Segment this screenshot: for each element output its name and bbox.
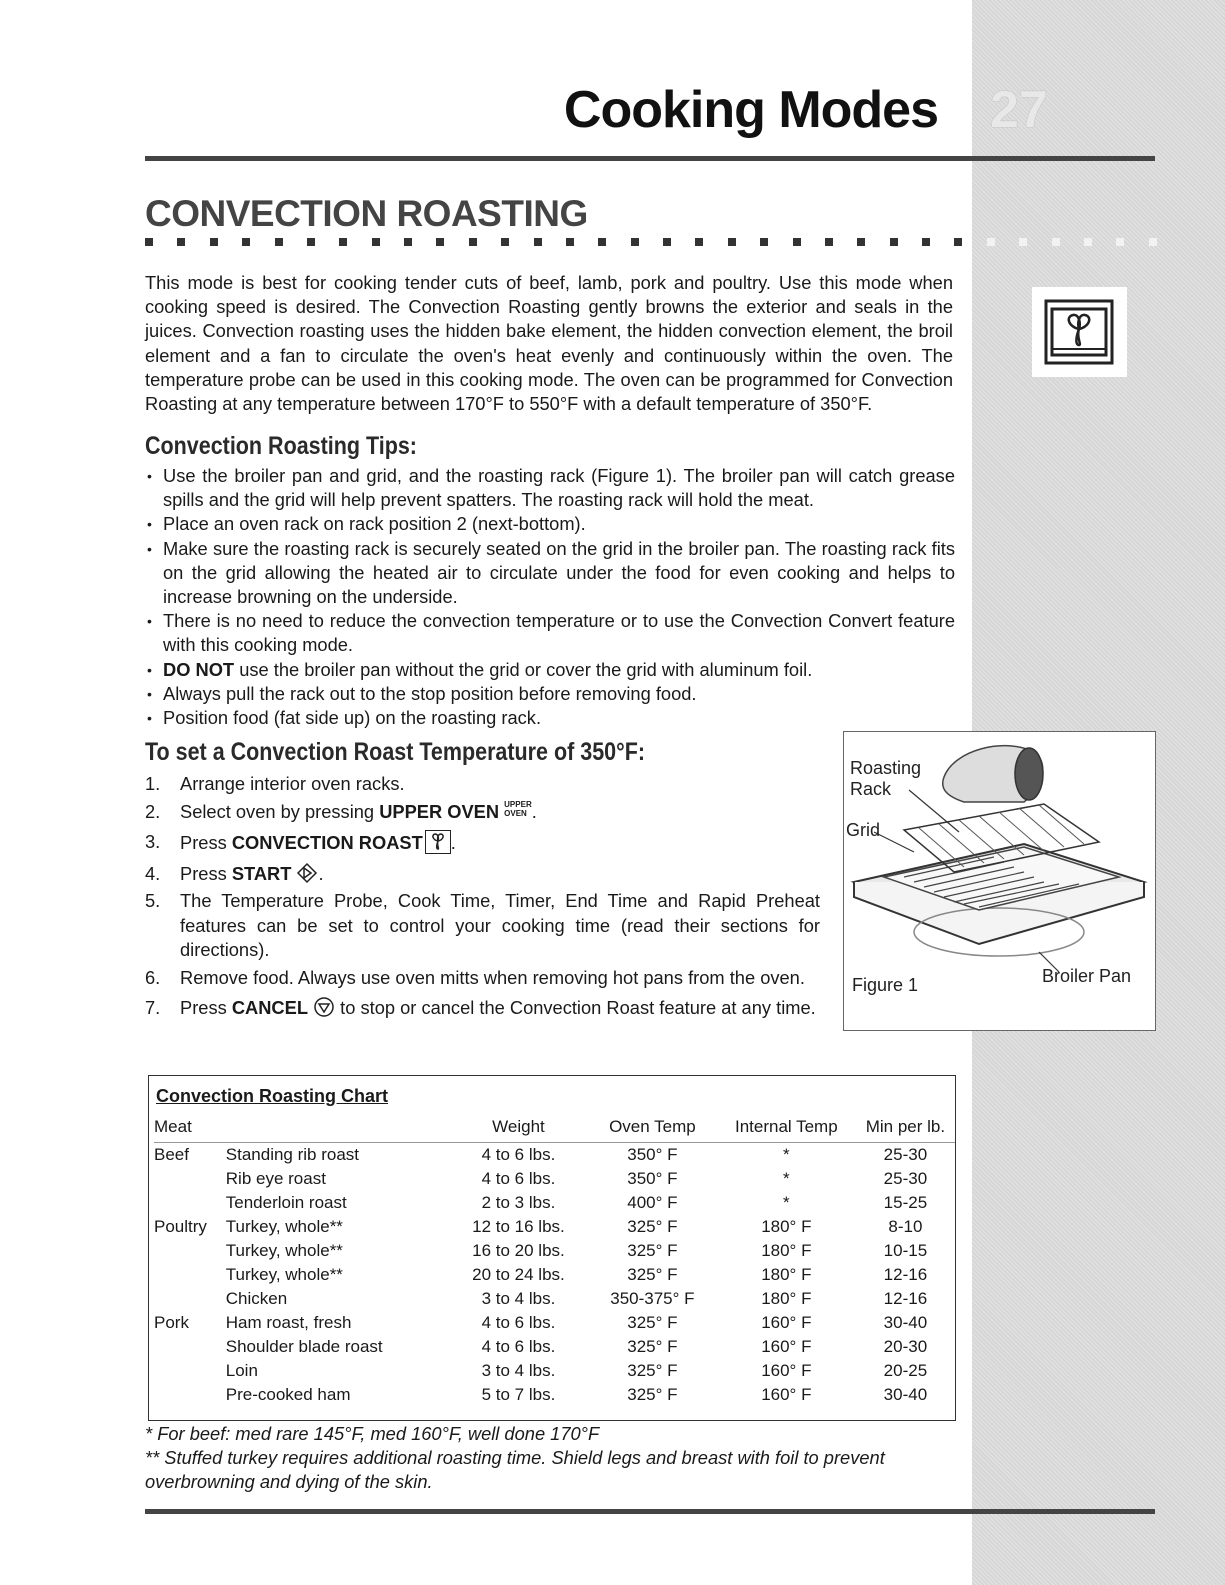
table-cell: 325° F: [627, 1337, 678, 1356]
column-header: Internal Temp: [717, 1112, 856, 1143]
table-cell: 25-30: [883, 1169, 928, 1188]
column-header: Weight: [449, 1112, 588, 1143]
tip-item: • Always pull the rack out to the stop position before removing food.: [145, 682, 955, 706]
table-cell: 325° F: [627, 1361, 678, 1380]
upper-oven-key: UPPER OVEN: [379, 800, 500, 822]
table-row: [154, 1311, 955, 1335]
table-cell: 160° F: [761, 1385, 812, 1404]
upper-oven-key-icon: UPPER OVEN: [504, 799, 532, 818]
table-cell: Beef: [154, 1145, 189, 1164]
roasting-chart-table: [154, 1112, 955, 1407]
table-cell: [154, 1383, 226, 1407]
figure-1: [843, 731, 1156, 1031]
table-cell: 180° F: [761, 1289, 812, 1308]
table-cell: 160° F: [761, 1337, 812, 1356]
table-cell: 4 to 6 lbs.: [481, 1145, 556, 1164]
steps-heading: To set a Convection Roast Temperature of 350°F:: [145, 738, 646, 766]
table-cell: [154, 1239, 226, 1263]
table-row: [154, 1335, 955, 1359]
broiler-pan-label: Broiler Pan: [1042, 966, 1132, 986]
section-heading: CONVECTION ROASTING: [145, 193, 588, 234]
column-header: Oven Temp: [588, 1112, 717, 1143]
table-cell: 12-16: [883, 1289, 928, 1308]
table-cell: 8-10: [888, 1217, 923, 1236]
table-cell: 350-375° F: [610, 1289, 695, 1308]
convection-roast-key: CONVECTION ROAST: [231, 832, 423, 853]
table-cell: 350° F: [627, 1145, 678, 1164]
table-cell: [154, 1167, 226, 1191]
table-row: [154, 1359, 955, 1383]
tip-item-text: use the broiler pan without the grid or cover the grid with aluminum foil.: [239, 658, 813, 680]
tip-item: • Position food (fat side up) on the roasting rack.: [145, 706, 955, 730]
table-cell: 160° F: [761, 1313, 812, 1332]
table-cell: Turkey, whole**: [225, 1241, 343, 1260]
table-cell: Poultry: [154, 1217, 207, 1236]
table-cell: 16 to 20 lbs.: [472, 1241, 565, 1260]
table-cell: 325° F: [627, 1241, 678, 1260]
page-title: Cooking Modes: [563, 81, 938, 139]
table-cell: Ham roast, fresh: [225, 1313, 352, 1332]
cancel-key: CANCEL: [231, 997, 308, 1018]
table-row: [154, 1191, 955, 1215]
table-cell: [154, 1263, 226, 1287]
table-cell: 4 to 6 lbs.: [481, 1313, 556, 1332]
table-row: [154, 1239, 955, 1263]
start-key: START: [231, 862, 292, 884]
convection-roast-key-icon: [425, 830, 451, 854]
column-header: Min per lb.: [856, 1112, 955, 1143]
table-cell: 15-25: [883, 1193, 928, 1212]
table-row: [154, 1167, 955, 1191]
table-cell: 25-30: [883, 1145, 928, 1164]
step-item: 3. Press CONVECTION ROAST .: [145, 831, 456, 853]
table-cell: Pre-cooked ham: [225, 1385, 351, 1404]
table-cell: 400° F: [627, 1193, 678, 1212]
table-cell: [154, 1287, 226, 1311]
table-row: [154, 1263, 955, 1287]
table-cell: 3 to 4 lbs.: [481, 1361, 556, 1380]
table-cell: 5 to 7 lbs.: [481, 1385, 556, 1404]
table-cell: Shoulder blade roast: [225, 1337, 383, 1356]
grid-label: Grid: [846, 820, 881, 840]
tips-heading: Convection Roasting Tips:: [145, 432, 417, 460]
table-row: [154, 1287, 955, 1311]
step-item: 4. Press START .: [145, 862, 324, 884]
step-item: 1. Arrange interior oven racks.: [145, 773, 405, 794]
table-row: [154, 1143, 955, 1168]
footer-rule: [145, 1509, 1155, 1514]
table-cell: 325° F: [627, 1217, 678, 1236]
table-cell: [154, 1359, 226, 1383]
footnote-turkey: ** Stuffed turkey requires additional roasting time. Shield legs and breast with foil to prevent overbrowning and dying of the skin.: [145, 1447, 885, 1492]
table-cell: [154, 1335, 226, 1359]
table-row: [154, 1215, 955, 1239]
tip-item: • Place an oven rack on rack position 2 (next-bottom).: [145, 512, 955, 536]
tip-item: • Use the broiler pan and grid, and the roasting rack (Figure 1). The broiler pan will catch grease spills and the grid will help prevent spatters. The roasting rack will hold the meat.: [145, 464, 955, 512]
table-cell: 20-25: [883, 1361, 928, 1380]
step-item: 6. Remove food. Always use oven mitts when removing hot pans from the oven.: [145, 966, 805, 988]
table-cell: 20-30: [883, 1337, 928, 1356]
table-cell: *: [783, 1145, 790, 1164]
intro-paragraph: This mode is best for cooking tender cuts of beef, lamb, pork and poultry. Use this mode when cooking speed is desired. The Convection Roasting gently browns the exterior and seals in the juices. Convection roasting uses the hidden bake element, the hidden convection element, the broil element and a fan to circulate the oven's heat evenly and continuously within the oven. The temperature probe can be used in this cooking mode. The oven can be programmed for Convection Roasting at any temperature between 170°F to 550°F with a default temperature of 350°F.: [145, 272, 953, 415]
table-row: [154, 1383, 955, 1407]
table-cell: Standing rib roast: [225, 1145, 360, 1164]
tip-item: [145, 658, 955, 682]
table-cell: Rib eye roast: [225, 1169, 326, 1188]
table-cell: 160° F: [761, 1361, 812, 1380]
table-cell: 2 to 3 lbs.: [481, 1193, 556, 1212]
table-cell: 12 to 16 lbs.: [472, 1217, 565, 1236]
table-cell: 350° F: [627, 1169, 678, 1188]
table-cell: *: [783, 1193, 790, 1212]
table-cell: 30-40: [883, 1385, 928, 1404]
do-not-label: DO NOT: [163, 658, 235, 680]
table-cell: 325° F: [627, 1313, 678, 1332]
step-item: 7. Press CANCEL to stop or cancel the Convection Roast feature at any time.: [145, 997, 816, 1018]
table-cell: Turkey, whole**: [225, 1217, 343, 1236]
chart-title: Convection Roasting Chart: [156, 1086, 389, 1106]
footnote-beef: * For beef: med rare 145°F, med 160°F, well done 170°F: [145, 1423, 600, 1444]
table-cell: 20 to 24 lbs.: [472, 1265, 565, 1284]
table-cell: [154, 1191, 226, 1215]
table-cell: 4 to 6 lbs.: [481, 1337, 556, 1356]
column-header: Meat: [154, 1112, 449, 1143]
table-cell: Tenderloin roast: [225, 1193, 347, 1212]
convection-roast-icon: [1032, 287, 1127, 377]
cancel-key-icon: [313, 996, 335, 1018]
table-cell: Turkey, whole**: [225, 1265, 343, 1284]
table-cell: 10-15: [883, 1241, 928, 1260]
table-cell: 180° F: [761, 1241, 812, 1260]
step-item: 2. Select oven by pressing UPPER OVEN UPPER OVEN .: [145, 799, 537, 822]
table-cell: 325° F: [627, 1385, 678, 1404]
page-number: 27: [990, 81, 1048, 139]
table-cell: Pork: [154, 1313, 189, 1332]
table-cell: 12-16: [883, 1265, 928, 1284]
table-cell: 325° F: [627, 1265, 678, 1284]
step-item: 5. The Temperature Probe, Cook Time, Timer, End Time and Rapid Preheat features can be set to control your cooking time (read their sections for directions).: [145, 890, 820, 960]
table-cell: *: [783, 1169, 790, 1188]
tip-item: • Make sure the roasting rack is securely seated on the grid in the broiler pan. The roasting rack fits on the grid allowing the heated air to circulate under the food for even cooking and helps to increase browning on the underside.: [145, 537, 955, 610]
tip-item: • There is no need to reduce the convection temperature or to use the Convection Convert feature with this cooking mode.: [145, 609, 955, 657]
table-cell: 180° F: [761, 1265, 812, 1284]
roasting-rack-label: Roasting Rack: [850, 758, 922, 799]
roasting-chart: [148, 1075, 956, 1421]
start-key-icon: [296, 862, 318, 884]
table-cell: 180° F: [761, 1217, 812, 1236]
figure-caption: Figure 1: [852, 975, 919, 995]
table-cell: 3 to 4 lbs.: [481, 1289, 556, 1308]
table-cell: Chicken: [225, 1289, 288, 1308]
table-cell: 30-40: [883, 1313, 928, 1332]
dotted-divider: [145, 238, 1157, 246]
tips-list: [145, 464, 955, 730]
table-header-row: [154, 1112, 955, 1143]
table-cell: 4 to 6 lbs.: [481, 1169, 556, 1188]
steps-list: [145, 772, 820, 1024]
table-cell: Loin: [225, 1361, 258, 1380]
header-rule: [145, 156, 1155, 161]
